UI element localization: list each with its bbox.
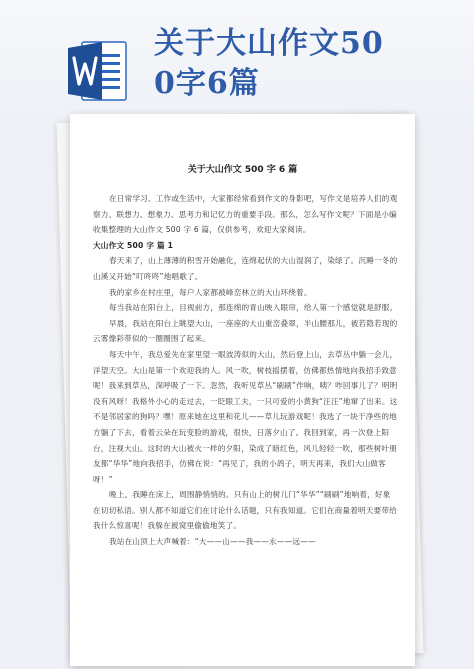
document-title: 关于大山作文 500 字 6 篇 <box>187 165 298 175</box>
paragraph: 早晨，我站在阳台上眺望大山，一座座的大山重峦叠翠，半山腰那儿，被若隐若现的云雾像彩带似的一圈圈围了起来。 <box>93 318 398 344</box>
word-document-icon <box>68 38 128 104</box>
paragraph: 春天来了，山上薄薄的积雪开始融化，连绵起伏的大山湿润了，染绿了。沉睡一冬的山溪又开始“叮咚咚”地唱歌了。 <box>93 256 398 281</box>
headline-line-2: 0字6篇 <box>154 66 260 101</box>
paragraph: 每天中午，我总爱先在家里望一眼波涛似的大山，然后登上山，去草丛中躺一会儿，洋望天空。大山是第一个欢迎我的人。风一吹，树枝摇摆着，仿佛都热情地向我招手致意呢！我来到草丛，深呼吸了一下。忽然，我听见草丛“刷刷”作响，咦？咋回事儿了？明明没有风呀！我格外小心的走过去，一眨眼工夫，一只可爱的小黄狗“汪汪”地窜了出来。这不是邻居家的狗吗？嘿！原来她在这里和花儿——草儿玩游戏呢！我选了一块干净些的地方躺了下去，看着云朵在玩变脸的游戏，很快，日落夕山了。我回到家，再一次登上阳台，注视大山。这时的大山被火一样的夕阳，染成了暗红色，风儿轻轻一吹，那些树叶朋友都“华华”地向我招手，仿佛在说：“再见了，我的小鸽子，明天再来，我们大山做客呀！” <box>93 349 398 484</box>
document-sheet <box>70 114 415 666</box>
paragraph-intro: 在日常学习、工作或生活中，大家都经常看到作文的身影吧，写作文是培养人们的观察力、联想力、想象力、思考力和记忆力的重要手段。那么，怎么写作文呢？下面是小编收集整理的大山作文 500 字 6 篇，仅供参考，欢迎大家阅读。 <box>93 194 398 235</box>
headline <box>154 24 454 104</box>
paragraph: 晚上，我睡在床上，周围静悄悄的。只有山上的树儿门“华华”“刷刷”地响着，好象在切切私语。别人都不知道它们在讨论什么话题，只有我知道。它们在商量着明天要带给我什么惊喜呢！我躲在被窝里偷偷地笑了。 <box>93 490 397 531</box>
paragraph: 每当我站在阳台上，目视前方，那连绵的青山映入眼帘，给人第一个感觉就是舒服。 <box>109 303 398 313</box>
section-subtitle: 大山作文 500 字 篇 1 <box>93 240 174 250</box>
paragraph: 我的家乡在村庄里，每户人家都被峰峦林立的大山环绕着。 <box>109 287 312 297</box>
headline-line-1: 关于大山作文50 <box>154 26 384 61</box>
paragraph: 我站在山顶上大声喊着：“大——山——我——永——远—— <box>109 537 316 547</box>
document-body <box>93 191 398 550</box>
